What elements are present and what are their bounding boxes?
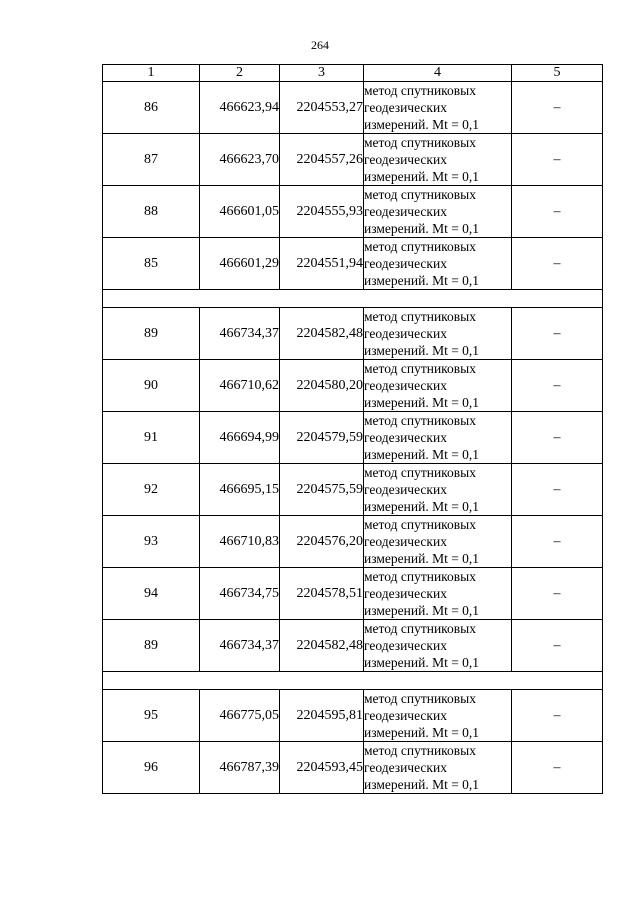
- y-coordinate-cell: 2204595,81: [280, 690, 364, 742]
- method-line: измерений. Mt = 0,1: [364, 725, 480, 740]
- point-number-cell: 94: [103, 568, 200, 620]
- method-line: метод спутниковых: [364, 517, 476, 532]
- y-coordinate-cell: 2204553,27: [280, 82, 364, 134]
- table-header: [103, 65, 603, 82]
- column-header-1: 1: [103, 65, 200, 82]
- table-body: [103, 82, 603, 794]
- y-coordinate-cell: 2204551,94: [280, 238, 364, 290]
- y-coordinate-cell: 2204557,26: [280, 134, 364, 186]
- method-cell: [364, 516, 512, 568]
- method-line: метод спутниковых: [364, 239, 476, 254]
- y-coordinate-cell: 2204576,20: [280, 516, 364, 568]
- y-coordinate-cell: 2204580,20: [280, 360, 364, 412]
- method-line: геодезических: [364, 204, 447, 219]
- method-line: метод спутниковых: [364, 621, 476, 636]
- x-coordinate-cell: 466601,05: [200, 186, 280, 238]
- section-separator-row: [103, 290, 603, 308]
- column-5-cell: –: [512, 464, 603, 516]
- table-row: [103, 186, 603, 238]
- column-header-2: 2: [200, 65, 280, 82]
- column-5-cell: –: [512, 742, 603, 794]
- method-line: геодезических: [364, 638, 447, 653]
- y-coordinate-cell: 2204575,59: [280, 464, 364, 516]
- point-number-cell: 88: [103, 186, 200, 238]
- column-5-cell: –: [512, 134, 603, 186]
- method-line: геодезических: [364, 482, 447, 497]
- method-line: метод спутниковых: [364, 361, 476, 376]
- column-5-cell: –: [512, 690, 603, 742]
- method-line: геодезических: [364, 760, 447, 775]
- method-line: измерений. Mt = 0,1: [364, 169, 480, 184]
- column-5-cell: –: [512, 412, 603, 464]
- table-row: [103, 360, 603, 412]
- page-number: 264: [311, 38, 329, 52]
- method-cell: [364, 360, 512, 412]
- table-row: [103, 464, 603, 516]
- column-5-cell: –: [512, 82, 603, 134]
- x-coordinate-cell: 466734,37: [200, 620, 280, 672]
- method-cell: [364, 134, 512, 186]
- coordinates-table: [102, 64, 603, 794]
- table-row: [103, 516, 603, 568]
- point-number-cell: 96: [103, 742, 200, 794]
- method-cell: [364, 690, 512, 742]
- point-number-cell: 85: [103, 238, 200, 290]
- y-coordinate-cell: 2204582,48: [280, 620, 364, 672]
- method-line: измерений. Mt = 0,1: [364, 777, 480, 792]
- table-row: [103, 742, 603, 794]
- method-line: геодезических: [364, 256, 447, 271]
- y-coordinate-cell: 2204578,51: [280, 568, 364, 620]
- column-header-3: 3: [280, 65, 364, 82]
- method-line: геодезических: [364, 586, 447, 601]
- column-5-cell: –: [512, 620, 603, 672]
- column-5-cell: –: [512, 238, 603, 290]
- x-coordinate-cell: 466623,94: [200, 82, 280, 134]
- method-cell: [364, 464, 512, 516]
- method-line: измерений. Mt = 0,1: [364, 221, 480, 236]
- section-separator-cell: [103, 290, 603, 308]
- table-row: [103, 308, 603, 360]
- method-line: геодезических: [364, 534, 447, 549]
- column-5-cell: –: [512, 516, 603, 568]
- y-coordinate-cell: 2204579,59: [280, 412, 364, 464]
- x-coordinate-cell: 466694,99: [200, 412, 280, 464]
- x-coordinate-cell: 466623,70: [200, 134, 280, 186]
- method-line: метод спутниковых: [364, 309, 476, 324]
- method-line: метод спутниковых: [364, 83, 476, 98]
- section-separator-cell: [103, 672, 603, 690]
- method-line: измерений. Mt = 0,1: [364, 603, 480, 618]
- method-cell: [364, 568, 512, 620]
- point-number-cell: 91: [103, 412, 200, 464]
- y-coordinate-cell: 2204555,93: [280, 186, 364, 238]
- method-cell: [364, 82, 512, 134]
- point-number-cell: 87: [103, 134, 200, 186]
- x-coordinate-cell: 466710,62: [200, 360, 280, 412]
- table-row: [103, 620, 603, 672]
- table-row: [103, 134, 603, 186]
- column-5-cell: –: [512, 186, 603, 238]
- x-coordinate-cell: 466775,05: [200, 690, 280, 742]
- method-line: метод спутниковых: [364, 135, 476, 150]
- column-5-cell: –: [512, 360, 603, 412]
- method-line: геодезических: [364, 708, 447, 723]
- method-cell: [364, 238, 512, 290]
- method-line: метод спутниковых: [364, 413, 476, 428]
- method-line: метод спутниковых: [364, 743, 476, 758]
- table-row: [103, 82, 603, 134]
- method-cell: [364, 308, 512, 360]
- y-coordinate-cell: 2204593,45: [280, 742, 364, 794]
- point-number-cell: 95: [103, 690, 200, 742]
- point-number-cell: 89: [103, 308, 200, 360]
- x-coordinate-cell: 466734,37: [200, 308, 280, 360]
- method-cell: [364, 186, 512, 238]
- point-number-cell: 93: [103, 516, 200, 568]
- method-line: измерений. Mt = 0,1: [364, 447, 480, 462]
- method-line: геодезических: [364, 430, 447, 445]
- method-line: метод спутниковых: [364, 465, 476, 480]
- method-line: метод спутниковых: [364, 569, 476, 584]
- y-coordinate-cell: 2204582,48: [280, 308, 364, 360]
- table-row: [103, 568, 603, 620]
- column-header-4: 4: [364, 65, 512, 82]
- method-line: измерений. Mt = 0,1: [364, 499, 480, 514]
- point-number-cell: 92: [103, 464, 200, 516]
- method-cell: [364, 620, 512, 672]
- method-line: метод спутниковых: [364, 691, 476, 706]
- method-line: измерений. Mt = 0,1: [364, 117, 480, 132]
- method-line: измерений. Mt = 0,1: [364, 395, 480, 410]
- method-line: геодезических: [364, 152, 447, 167]
- column-5-cell: –: [512, 568, 603, 620]
- method-line: геодезических: [364, 326, 447, 341]
- section-separator-row: [103, 672, 603, 690]
- table-row: [103, 412, 603, 464]
- method-line: геодезических: [364, 378, 447, 393]
- method-cell: [364, 412, 512, 464]
- x-coordinate-cell: 466710,83: [200, 516, 280, 568]
- point-number-cell: 86: [103, 82, 200, 134]
- method-line: метод спутниковых: [364, 187, 476, 202]
- column-5-cell: –: [512, 308, 603, 360]
- method-line: измерений. Mt = 0,1: [364, 551, 480, 566]
- method-cell: [364, 742, 512, 794]
- point-number-cell: 90: [103, 360, 200, 412]
- method-line: измерений. Mt = 0,1: [364, 655, 480, 670]
- method-line: измерений. Mt = 0,1: [364, 273, 480, 288]
- table-row: [103, 238, 603, 290]
- method-line: геодезических: [364, 100, 447, 115]
- table-row: [103, 690, 603, 742]
- x-coordinate-cell: 466601,29: [200, 238, 280, 290]
- x-coordinate-cell: 466734,75: [200, 568, 280, 620]
- point-number-cell: 89: [103, 620, 200, 672]
- column-header-5: 5: [512, 65, 603, 82]
- x-coordinate-cell: 466787,39: [200, 742, 280, 794]
- x-coordinate-cell: 466695,15: [200, 464, 280, 516]
- method-line: измерений. Mt = 0,1: [364, 343, 480, 358]
